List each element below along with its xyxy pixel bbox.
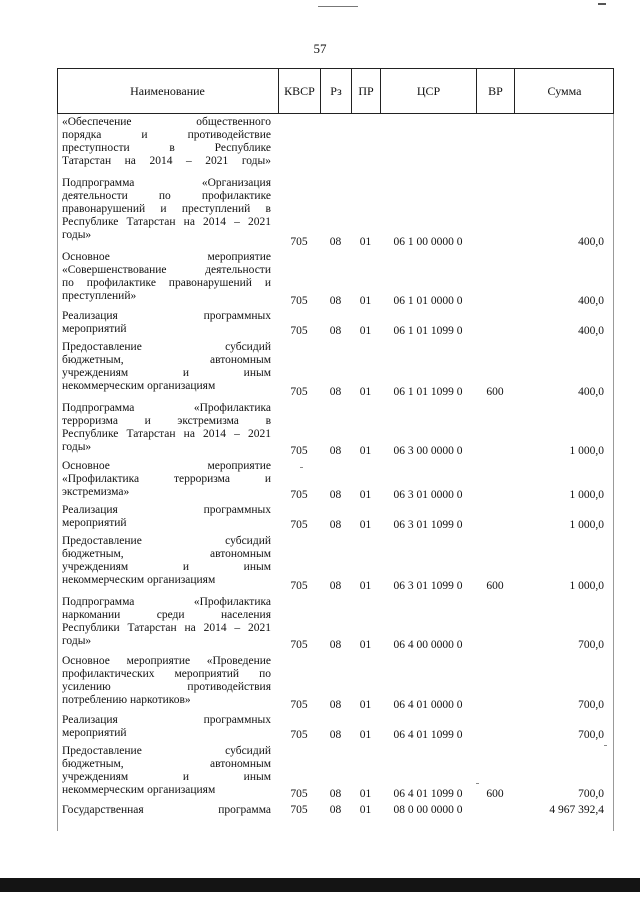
row-name-line: Предоставление субсидий xyxy=(62,745,271,757)
cell-kvsr: 705 xyxy=(290,788,308,800)
cell-pr: 01 xyxy=(359,445,372,457)
scan-speck xyxy=(300,467,303,468)
cell-sum: 400,0 xyxy=(578,295,604,307)
cell-vr: 600 xyxy=(486,580,504,592)
cell-sum: 700,0 xyxy=(578,729,604,741)
row-name-line: Подпрограмма «Организация xyxy=(62,177,271,189)
table-border-right xyxy=(613,114,614,831)
row-name-line: деятельности по профилактике xyxy=(62,189,271,202)
row-name-line: экстремизма» xyxy=(62,485,130,498)
row-name-line: учреждениям и иным xyxy=(62,770,271,783)
row-name-line: бюджетным, автономным xyxy=(62,547,271,560)
cell-kvsr: 705 xyxy=(290,804,308,816)
cell-csr: 06 3 01 0000 0 xyxy=(393,489,463,501)
cell-kvsr: 705 xyxy=(290,236,308,248)
cell-csr: 06 4 00 0000 0 xyxy=(393,639,463,651)
cell-sum: 4 967 392,4 xyxy=(549,804,604,816)
scan-top-rule xyxy=(318,6,358,7)
header-kvsr: КВСР xyxy=(278,68,320,114)
row-name-line: «Обеспечение общественного xyxy=(62,116,271,128)
scan-speck xyxy=(476,783,479,784)
row-name-line: некоммерческим организациям xyxy=(62,783,216,796)
row-name-line: наркомании среди населения xyxy=(62,608,271,621)
row-name-line: мероприятий xyxy=(62,516,127,529)
row-name-line: Реализация программных xyxy=(62,504,271,516)
cell-pr: 01 xyxy=(359,729,372,741)
cell-pr: 01 xyxy=(359,489,372,501)
row-name-line: Основное мероприятие xyxy=(62,251,271,263)
cell-rz: 08 xyxy=(329,788,342,800)
row-name-line: мероприятий xyxy=(62,322,127,335)
row-name-line: годы» xyxy=(62,634,92,647)
cell-kvsr: 705 xyxy=(290,729,308,741)
cell-pr: 01 xyxy=(359,295,372,307)
cell-rz: 08 xyxy=(329,295,342,307)
row-name-line: Основное мероприятие xyxy=(62,460,271,472)
header-csr: ЦСР xyxy=(380,68,476,114)
row-name-line: мероприятий xyxy=(62,726,127,739)
cell-rz: 08 xyxy=(329,445,342,457)
cell-sum: 400,0 xyxy=(578,386,604,398)
cell-sum: 700,0 xyxy=(578,699,604,711)
table-border-left xyxy=(57,114,58,831)
row-name-line: усилению противодействия xyxy=(62,680,271,693)
cell-rz: 08 xyxy=(329,580,342,592)
cell-csr: 06 3 01 1099 0 xyxy=(393,519,463,531)
row-name-line: Основное мероприятие «Проведение xyxy=(62,655,271,667)
cell-rz: 08 xyxy=(329,325,342,337)
scan-bottom-edge xyxy=(0,878,640,892)
row-name-line: преступлений» xyxy=(62,289,137,302)
row-name-line: профилактических мероприятий по xyxy=(62,667,271,680)
row-name-line: правонарушений и преступлений в xyxy=(62,202,271,215)
row-name-line: Татарстан на 2014 – 2021 годы» xyxy=(62,154,271,167)
row-name-line: Реализация программных xyxy=(62,714,271,726)
cell-sum: 700,0 xyxy=(578,788,604,800)
header-vr: ВР xyxy=(476,68,514,114)
row-name-line: «Совершенствование деятельности xyxy=(62,263,271,276)
cell-rz: 08 xyxy=(329,639,342,651)
cell-kvsr: 705 xyxy=(290,445,308,457)
cell-kvsr: 705 xyxy=(290,325,308,337)
row-name-line: годы» xyxy=(62,440,92,453)
header-rz: Рз xyxy=(320,68,351,114)
row-name-line: Республики Татарстан на 2014 – 2021 xyxy=(62,621,271,634)
row-name-line: Подпрограмма «Профилактика xyxy=(62,402,271,414)
scan-top-mark xyxy=(598,3,606,5)
cell-sum: 1 000,0 xyxy=(569,519,604,531)
cell-kvsr: 705 xyxy=(290,489,308,501)
row-name-line: порядка и противодействие xyxy=(62,128,271,141)
cell-vr: 600 xyxy=(486,788,504,800)
cell-kvsr: 705 xyxy=(290,295,308,307)
cell-pr: 01 xyxy=(359,639,372,651)
row-name-line: Республике Татарстан на 2014 – 2021 xyxy=(62,427,271,440)
cell-csr: 08 0 00 0000 0 xyxy=(393,804,463,816)
cell-rz: 08 xyxy=(329,236,342,248)
cell-kvsr: 705 xyxy=(290,580,308,592)
page-number: 57 xyxy=(313,41,327,56)
cell-rz: 08 xyxy=(329,699,342,711)
row-name-line: учреждениям и иным xyxy=(62,366,271,379)
cell-rz: 08 xyxy=(329,386,342,398)
cell-pr: 01 xyxy=(359,788,372,800)
row-name-line: некоммерческим организациям xyxy=(62,379,216,392)
row-name-line: бюджетным, автономным xyxy=(62,353,271,366)
row-name-line: «Профилактика терроризма и xyxy=(62,472,271,485)
cell-csr: 06 3 01 1099 0 xyxy=(393,580,463,592)
row-name-line: годы» xyxy=(62,228,92,241)
cell-pr: 01 xyxy=(359,519,372,531)
row-name-line: Подпрограмма «Профилактика xyxy=(62,596,271,608)
cell-csr: 06 1 01 1099 0 xyxy=(393,386,463,398)
row-name-line: потреблению наркотиков» xyxy=(62,693,191,706)
cell-csr: 06 1 01 0000 0 xyxy=(393,295,463,307)
cell-csr: 06 1 01 1099 0 xyxy=(393,325,463,337)
scan-speck xyxy=(604,745,607,746)
cell-sum: 700,0 xyxy=(578,639,604,651)
cell-csr: 06 4 01 0000 0 xyxy=(393,699,463,711)
cell-rz: 08 xyxy=(329,804,342,816)
row-name-line: Предоставление субсидий xyxy=(62,535,271,547)
cell-sum: 1 000,0 xyxy=(569,445,604,457)
row-name-line: некоммерческим организациям xyxy=(62,573,216,586)
row-name-line: Предоставление субсидий xyxy=(62,341,271,353)
cell-csr: 06 1 00 0000 0 xyxy=(393,236,463,248)
header-pr: ПР xyxy=(351,68,380,114)
cell-pr: 01 xyxy=(359,699,372,711)
cell-sum: 1 000,0 xyxy=(569,580,604,592)
cell-csr: 06 3 00 0000 0 xyxy=(393,445,463,457)
cell-kvsr: 705 xyxy=(290,699,308,711)
cell-kvsr: 705 xyxy=(290,386,308,398)
cell-pr: 01 xyxy=(359,325,372,337)
cell-rz: 08 xyxy=(329,519,342,531)
cell-pr: 01 xyxy=(359,804,372,816)
cell-pr: 01 xyxy=(359,580,372,592)
header-sum: Сумма xyxy=(514,68,614,114)
cell-kvsr: 705 xyxy=(290,639,308,651)
cell-sum: 1 000,0 xyxy=(569,489,604,501)
row-name-line: Республике Татарстан на 2014 – 2021 xyxy=(62,215,271,228)
row-name-line: терроризма и экстремизма в xyxy=(62,414,271,427)
row-name-line: учреждениям и иным xyxy=(62,560,271,573)
cell-sum: 400,0 xyxy=(578,325,604,337)
cell-kvsr: 705 xyxy=(290,519,308,531)
cell-pr: 01 xyxy=(359,236,372,248)
row-name-line: преступности в Республике xyxy=(62,141,271,154)
cell-rz: 08 xyxy=(329,489,342,501)
row-name-line: Реализация программных xyxy=(62,310,271,322)
row-name-line: Государственная программа xyxy=(62,804,271,816)
header-name: Наименование xyxy=(130,83,205,98)
row-name-line: по профилактике правонарушений и xyxy=(62,276,271,289)
cell-csr: 06 4 01 1099 0 xyxy=(393,788,463,800)
cell-pr: 01 xyxy=(359,386,372,398)
row-name-line: бюджетным, автономным xyxy=(62,757,271,770)
cell-csr: 06 4 01 1099 0 xyxy=(393,729,463,741)
cell-vr: 600 xyxy=(486,386,504,398)
cell-sum: 400,0 xyxy=(578,236,604,248)
cell-rz: 08 xyxy=(329,729,342,741)
